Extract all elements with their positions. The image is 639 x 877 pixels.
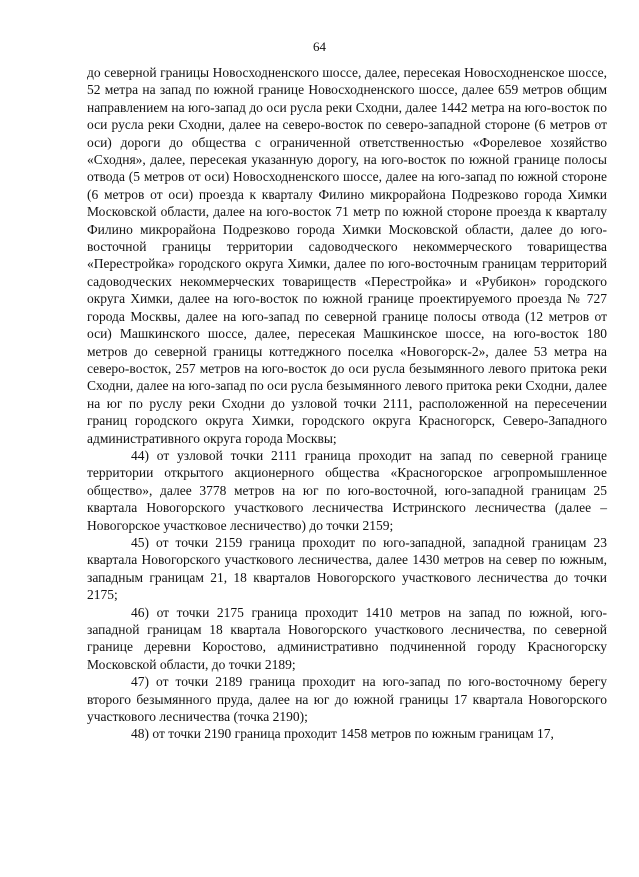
paragraph-continuation: до северной границы Новосходненского шоссе, далее, пересекая Новосходненское шоссе, 52 метра на запад по южной границе Новосходненского шоссе, далее 659 метров общим направлением на юго-запад до оси русла реки Сходни, далее 1442 метра на юго-восток по оси русла реки Сходни, далее на северо-восток по северо-западной стороне (6 метров от оси) дороги до общества с ограниченной ответственностью «Форелевое хозяйство «Сходня», далее, пересекая указанную дорогу, на юго-восток по южной границе полосы отвода (5 метров от оси) Новосходненского шоссе, далее на юго-запад по южной стороне (6 метров от оси) проезда к кварталу Филино микрорайона Подрезково города Химки Московской области, далее на юго-восток 71 метр по южной стороне проезда к кварталу Филино микрорайона Подрезково города Химки Московской области, далее до юго-восточной границы территории садоводческого некоммерческого товарищества «Перестройка» городского округа Химки, далее по юго-восточным границам территорий садоводческих некоммерческих товариществ «Перестройка» и «Рубикон» городского округа Химки, далее на юго-восток по южной границе проектируемого проезда № 727 города Москвы, далее на юго-запад по северной границе полосы отвода (12 метров от оси) Машкинского шоссе, далее, пересекая Машкинское шоссе, на юго-восток 180 метров до северной границы коттеджного поселка «Новогорск-2», далее 53 метра на северо-восток, 257 метров на юго-восток до оси русла безымянного левого притока реки Сходни, далее на юго-запад по оси русла безымянного левого притока реки Сходни, далее на юг по руслу реки Сходни до узловой точки 2111, расположенной на пересечении границ городского округа Химки, городского округа Красногорск, Северо-Западного административного округа города Москвы; <box>87 65 607 446</box>
paragraph-item-48: 48) от точки 2190 граница проходит 1458 метров по южным границам 17, <box>131 726 554 742</box>
paragraph-item-44: 44) от узловой точки 2111 граница проходит на запад по северной границе территории открытого акционерного общества «Красногорское агропромышленное общество», далее 3778 метров на юг по юго-восточной, юго-западной границам 25 квартала Новогорского участкового лесничества Истринского лесничества (далее – Новогорское участковое лесничество) до точки 2159; <box>87 447 607 533</box>
paragraph-item-46: 46) от точки 2175 граница проходит 1410 метров на запад по южной, юго-западной границам 18 квартала Новогорского участкового лесничества, по северной границе деревни Коростово, административно подчиненной городу Красногорску Московской области, до точки 2189; <box>87 604 607 672</box>
paragraph-item-47: 47) от точки 2189 граница проходит на юго-запад по юго-восточному берегу второго безымянного пруда, далее на юг до южной границы 17 квартала Новогорского участкового лесничества (точка 2190); <box>87 674 607 725</box>
body-text <box>87 64 607 743</box>
paragraph-item-45: 45) от точки 2159 граница проходит по юго-западной, западной границам 23 квартала Новогорского участкового лесничества, далее 1430 метров на север по южным, западным границам 21, 18 кварталов Новогорского участкового лесничества до точки 2175; <box>87 534 607 603</box>
page-number: 64 <box>313 39 326 54</box>
